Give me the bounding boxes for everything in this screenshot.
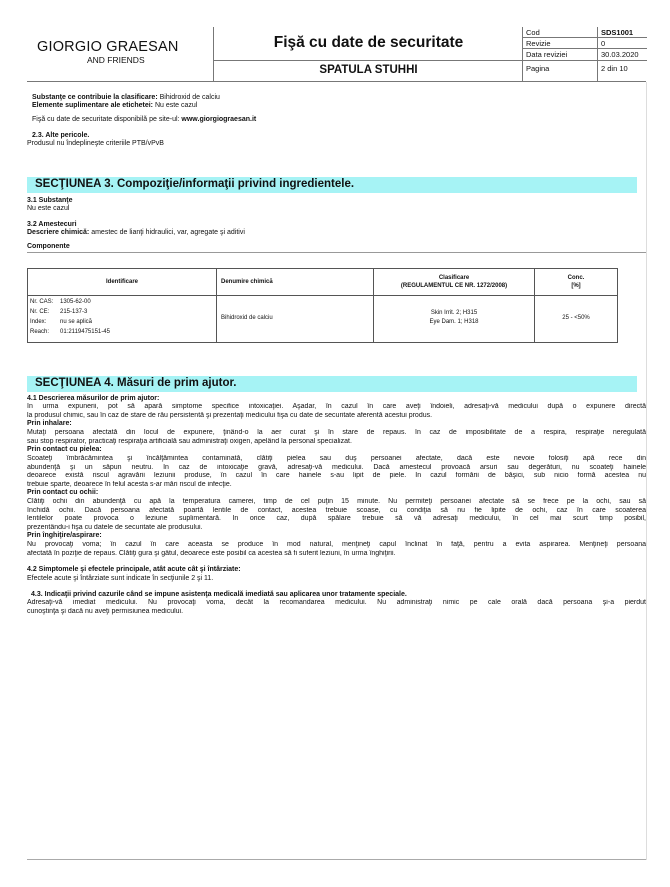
id-key: Index: (30, 319, 47, 325)
id-line (60, 299, 91, 305)
paragraph-line: lentilelor poate provoca o leziune suplimentară. În orice caz, după spălare trebuie să vă adresaţi medicului, în cel mai scurt timp posibil, (27, 515, 646, 523)
company-logo-block (27, 27, 213, 81)
components-heading: Componente (27, 243, 70, 250)
meta-key: Cod (526, 28, 540, 37)
paragraph-line: la produsul chimic, sau în caz de stare de rău persistentă şi prezentaţi medicului fişa cu date de securitate aferentă acestui produs. (27, 411, 433, 419)
skin-contact-paragraph (27, 455, 646, 489)
paragraph-line: În urma expunerii, pot să apară simptome specifice intoxicaţiei. Aşadar, în cazul în care aveţi îndoieli, adresaţi-vă medicului după o expunere directă (27, 403, 646, 410)
s31-text: Nu este cazul (27, 205, 70, 212)
section-4-banner (27, 376, 637, 392)
id-value: nu se aplică (60, 319, 93, 325)
ingestion-heading: Prin înghiţire/aspirare: (27, 532, 102, 539)
paragraph-line: Mutaţi persoana afectată din locul de expunere, ţinând-o la aer curat şi în stare de repaus. În caz de imposibilitate de a respira, respiraţie neregulată (27, 429, 646, 436)
text: Fişă cu date de securitate disponibilă pe site-ul: (32, 116, 182, 123)
id-key: Reach: (30, 329, 50, 335)
inhalation-heading: Prin inhalare: (27, 420, 72, 427)
meta-key: Pagina (526, 64, 550, 73)
eye-contact-heading: Prin contact cu ochii: (27, 489, 99, 496)
skin-contact-heading: Prin contact cu pielea: (27, 446, 102, 453)
header-text: Denumire chimică (221, 279, 273, 285)
paragraph-line: Nu provocaţi voma; în cazul în care aceasta se produce în mod natural, menţineţi capul înclinat în faţă, pentru a evita aspirarea. Menţineţi persoana (27, 541, 646, 548)
company-name: GIORGIO GRAESAN (37, 39, 179, 55)
meta-key: Data reviziei (526, 50, 568, 59)
s43-paragraph (27, 599, 646, 616)
chemical-name: Bihidroxid de calciu (221, 315, 273, 321)
table-cell-conc (534, 295, 618, 343)
doc-title: Fişă cu date de securitate (273, 34, 464, 51)
label: Elemente suplimentare ale etichetei: (32, 102, 153, 109)
col-header-conc (534, 268, 618, 296)
s42-text: Efectele acute şi întârziate sunt indicate în secţiunile 2 şi 11. (27, 575, 214, 582)
paragraph-line: trebuie sparte, deoarece în felul acesta s-ar mări riscul de infecţie. (27, 480, 232, 488)
id-value: 1305-62-00 (60, 299, 91, 305)
hazard-class: Skin Irrit. 2; H315 (430, 310, 478, 316)
id-line (60, 309, 87, 315)
product-name-box (213, 60, 523, 82)
doc-title-box (213, 27, 523, 60)
meta-key: Revizie (526, 39, 551, 48)
concentration: 25 - <50% (562, 315, 590, 321)
components-rule (27, 252, 646, 253)
ingestion-paragraph (27, 541, 646, 558)
s42-heading: 4.2 Simptomele şi efectele principale, atât acute cât şi întârziate: (27, 566, 241, 573)
other-hazards-text: Produsul nu îndeplineşte criteriile PTB/vPvB (27, 140, 164, 147)
paragraph-line: prezentându-i fişa cu datele de securitate ale produsului. (27, 523, 203, 531)
header-text: Clasificare (438, 275, 470, 281)
document-header (27, 27, 646, 82)
value: Nu este cazul (153, 102, 198, 109)
section-4-title: SECŢIUNEA 4. Măsuri de prim ajutor. (35, 377, 237, 389)
value: amestec de lianţi hidraulici, var, agregate şi aditivi (89, 229, 245, 236)
id-line (60, 329, 110, 335)
s32-heading: 3.2 Amestecuri (27, 221, 77, 228)
other-hazards-heading: 2.3. Alte pericole. (32, 132, 90, 139)
label: Descriere chimică: (27, 229, 90, 236)
header-text: [%] (571, 283, 581, 289)
header-text: Conc. (567, 275, 585, 281)
table-cell-classification (373, 295, 535, 343)
paragraph-line: abundenţă şi un săpun neutru. În caz de intoxicaţie gravă, adresaţi-vă medicului. Dacă amestecul provoacă arsuri sau degerături, nu scoateţi hainele (27, 463, 646, 471)
table-cell-ids (27, 295, 217, 343)
header-text: Identificare (105, 279, 138, 285)
company-subtitle: AND FRIENDS (87, 55, 145, 65)
s31-heading: 3.1 Substanţe (27, 197, 73, 204)
table-cell-name (216, 295, 374, 343)
paragraph-line: deoarece există riscul agravării leziunii produse, în cazul în care hainele s-au lipit de piele. În cazul formării de băşici, sub nicio formă acestea nu (27, 472, 646, 480)
id-line (30, 319, 46, 325)
meta-row-code (523, 27, 647, 38)
paragraph-line: Clătiţi ochii din abundenţă cu apă la temperatura camerei, timp de cel puţin 15 minute. Nu permiteţi persoanei afectate să se frece pe la ochi, sau să (27, 498, 646, 505)
s41-paragraph (27, 403, 646, 420)
id-value: 215-137-3 (60, 309, 88, 315)
meta-row-page (523, 61, 647, 81)
id-line (30, 309, 49, 315)
meta-value: 2 din 10 (601, 64, 628, 73)
doc-meta-table (522, 27, 647, 81)
meta-row-revision (523, 38, 647, 49)
paragraph-line: afectată în poziţie de repaus. Clătiţi gura şi gâtul, deoarece este posibil ca acestea să fi suferit leziuni, în urma înghiţirii. (27, 549, 396, 557)
id-value: 01:2119475151-45 (60, 329, 110, 335)
paragraph-line: închidă ochii. Dacă persoana afectată poartă lentile de contact, acestea trebuie scoase, cu condiţia să nu fie lipite de ochi, caz în care scoaterea (27, 506, 646, 514)
section-3-title: SECŢIUNEA 3. Compoziţie/informaţii privind ingredientele. (35, 178, 355, 190)
page-bottom-border (27, 859, 646, 860)
col-header-name (216, 268, 374, 296)
inhalation-paragraph (27, 429, 646, 446)
label: Substanţe ce contribuie la clasificare: (32, 94, 158, 101)
id-line (60, 319, 92, 325)
header-text: (REGULAMENTUL CE NR. 1272/2008) (400, 283, 508, 289)
id-key: Nr. CAS: (30, 299, 54, 305)
col-header-classification (373, 268, 535, 296)
website-link[interactable]: www.giorgiograesan.it (181, 116, 257, 123)
hazard-class: Eye Dam. 1; H318 (429, 319, 479, 325)
section-3-banner (27, 177, 637, 193)
id-line (30, 329, 49, 335)
meta-value: SDS1001 (601, 28, 634, 37)
paragraph-line: Adresaţi-vă imediat medicului. Nu provocaţi voma, decât la recomandarea medicului. Nu administraţi nimic pe cale orală dacă persoana şi-a pierdut (27, 599, 646, 606)
paragraph-line: sau stop respirator, practicaţi respiraţia artificială sau administraţi oxigen, apelând la personal specializat. (27, 437, 352, 445)
meta-value: 0 (601, 39, 606, 48)
col-header-id (27, 268, 217, 296)
id-line (30, 299, 53, 305)
id-key: Nr. CE: (30, 309, 50, 315)
s43-heading: 4.3. Indicaţii privind cazurile când se impune asistenţa medicală imediată sau aplicarea unor tratamente speciale. (31, 591, 407, 598)
s41-heading: 4.1 Descrierea măsurilor de prim ajutor: (27, 395, 160, 402)
paragraph-line: Scoateţi îmbrăcămintea şi încălţămintea contaminată, clătiţi pielea sau duş persoanei afectate, dacă este nevoie folosiţi apă rece din (27, 455, 646, 462)
meta-value: 30.03.2020 (601, 50, 639, 59)
product-name: SPATULA STUHHI (319, 64, 418, 76)
eye-contact-paragraph (27, 498, 646, 532)
sds-website-line (32, 116, 256, 124)
page-right-border (646, 82, 647, 860)
paragraph-line: cunoştinţa şi dacă nu aveţi permisiunea medicului. (27, 607, 184, 615)
components-table (27, 268, 618, 345)
supplementary-label-elements (32, 102, 197, 110)
chemical-description (27, 229, 245, 237)
value: Bihidroxid de calciu (157, 94, 220, 101)
meta-row-date (523, 49, 647, 61)
